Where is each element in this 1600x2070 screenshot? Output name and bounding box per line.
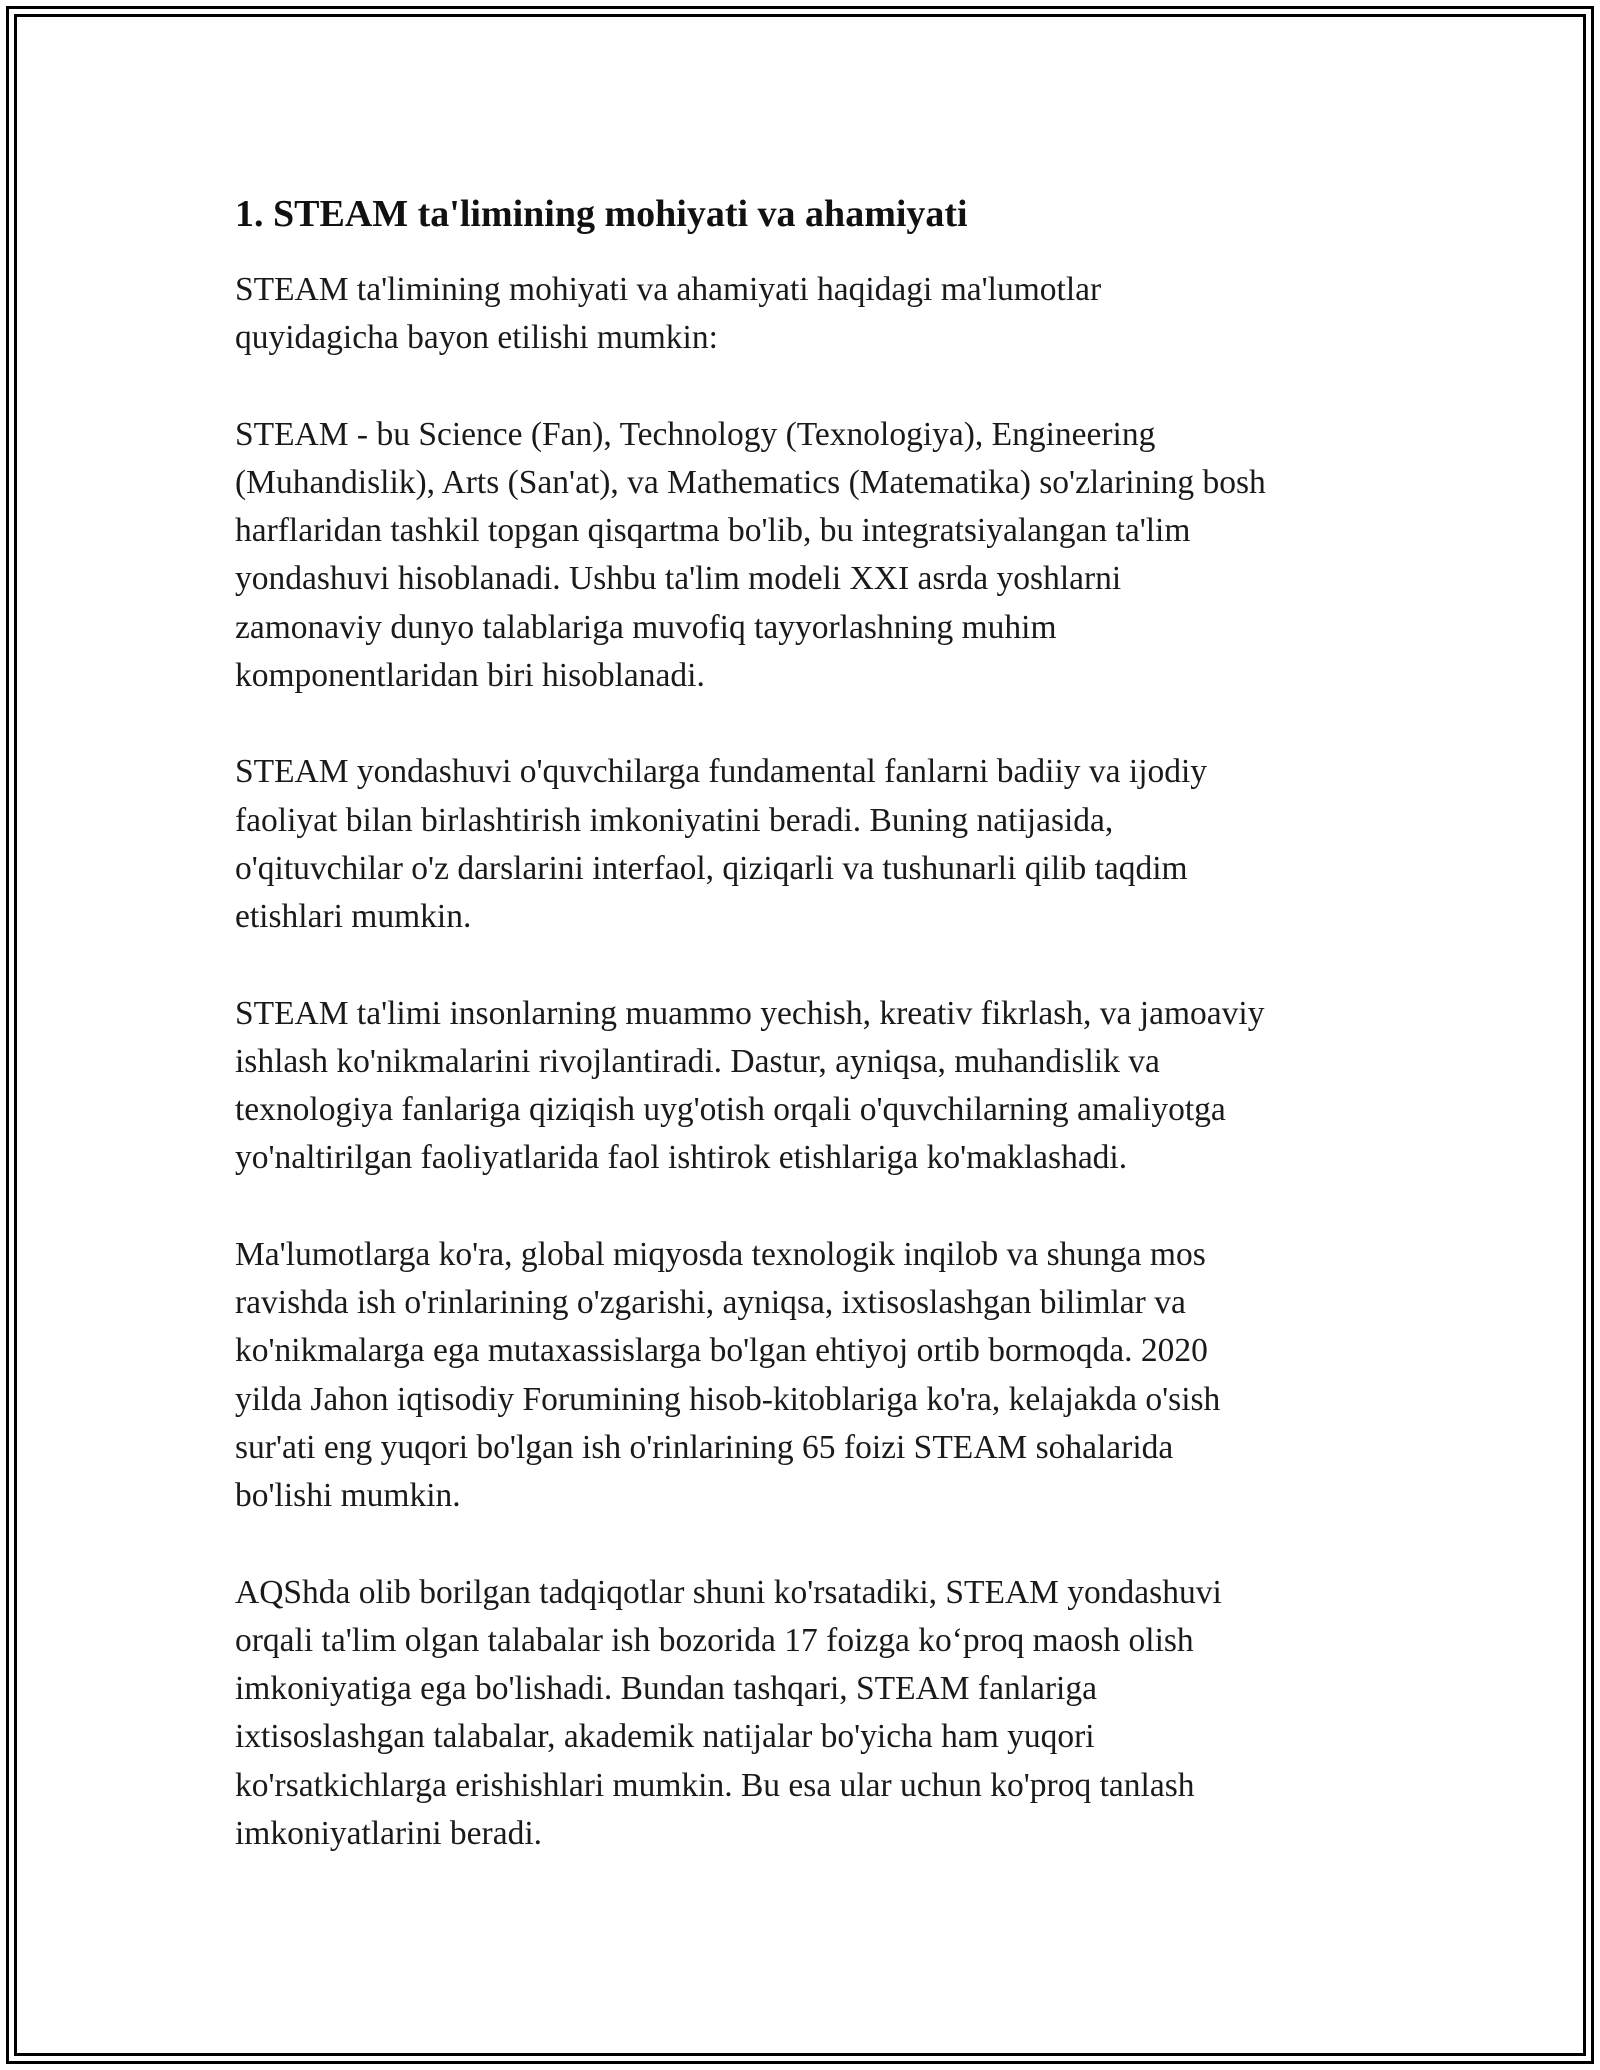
paragraph-line: ravishda ish o'rinlarining o'zgarishi, ayniqsa, ixtisoslashgan bilimlar va <box>235 1284 1186 1322</box>
paragraph-skills <box>235 990 1375 1183</box>
paragraph-line: yilda Jahon iqtisodiy Forumining hisob-kitoblariga ko'ra, kelajakda o'sish <box>235 1380 1221 1418</box>
paragraph-line: harflaridan tashkil topgan qisqartma bo'lib, bu integratsiyalangan ta'lim <box>235 512 1191 550</box>
paragraph-line: orqali ta'lim olgan talabalar ish bozorida 17 foizga ko‘proq maosh olish <box>235 1621 1194 1659</box>
paragraph-line: STEAM yondashuvi o'quvchilarga fundamental fanlarni badiiy va ijodiy <box>235 753 1208 791</box>
paragraph-line: yo'naltirilgan faoliyatlarida faol ishtirok etishlariga ko'maklashadi. <box>235 1139 1128 1177</box>
paragraph-line: sur'ati eng yuqori bo'lgan ish o'rinlarining 65 foizi STEAM sohalarida <box>235 1428 1174 1466</box>
paragraph-line: ishlash ko'nikmalarini rivojlantiradi. Dastur, ayniqsa, muhandislik va <box>235 1042 1160 1080</box>
paragraph-line: STEAM ta'limining mohiyati va ahamiyati haqidagi ma'lumotlar <box>235 271 1102 308</box>
section-heading: 1. STEAM ta'limining mohiyati va ahamiyati <box>235 193 968 235</box>
paragraph-statistics <box>235 1231 1375 1521</box>
paragraph-line: AQShda olib borilgan tadqiqotlar shuni ko'rsatadiki, STEAM yondashuvi <box>235 1573 1222 1611</box>
paragraph-definition <box>235 411 1375 701</box>
paragraph-line: etishlari mumkin. <box>235 898 472 936</box>
paragraph-line: bo'lishi mumkin. <box>235 1477 461 1515</box>
paragraph-line: ko'nikmalarga ega mutaxassislarga bo'lgan ehtiyoj ortib bormoqda. 2020 <box>235 1332 1208 1370</box>
paragraph-line: STEAM ta'limi insonlarning muammo yechish, kreativ fikrlash, va jamoaviy <box>235 994 1265 1032</box>
paragraph-approach <box>235 748 1375 941</box>
paragraph-line: texnologiya fanlariga qiziqish uyg'otish orqali o'quvchilarning amaliyotga <box>235 1091 1226 1129</box>
document-body <box>235 188 1375 1906</box>
paragraph-line: ko'rsatkichlarga erishishlari mumkin. Bu esa ular uchun ko'proq tanlash <box>235 1766 1195 1804</box>
paragraph-line: imkoniyatiga ega bo'lishadi. Bundan tashqari, STEAM fanlariga <box>235 1670 1097 1708</box>
paragraph-line: yondashuvi hisoblanadi. Ushbu ta'lim modeli XXI asrda yoshlarni <box>235 560 1122 598</box>
paragraph-line: Ma'lumotlarga ko'ra, global miqyosda texnologik inqilob va shunga mos <box>235 1235 1206 1273</box>
paragraph-line: komponentlaridan biri hisoblanadi. <box>235 657 705 695</box>
paragraph-line: zamonaviy dunyo talablariga muvofiq tayyorlashning muhim <box>235 608 1057 646</box>
paragraph-research <box>235 1569 1375 1859</box>
paragraph-line: o'qituvchilar o'z darslarini interfaol, qiziqarli va tushunarli qilib taqdim <box>235 849 1188 887</box>
paragraph-line: ixtisoslashgan talabalar, akademik natijalar bo'yicha ham yuqori <box>235 1718 1095 1756</box>
paragraph-line: (Muhandislik), Arts (San'at), va Mathematics (Matematika) so'zlarining bosh <box>235 463 1266 501</box>
paragraph-intro <box>235 266 1375 363</box>
paragraph-line: quyidagicha bayon etilishi mumkin: <box>235 319 718 357</box>
paragraph-line: faoliyat bilan birlashtirish imkoniyatini beradi. Buning natijasida, <box>235 801 1114 839</box>
paragraph-line: imkoniyatlarini beradi. <box>235 1815 542 1853</box>
paragraph-line: STEAM - bu Science (Fan), Technology (Texnologiya), Engineering <box>235 415 1156 453</box>
